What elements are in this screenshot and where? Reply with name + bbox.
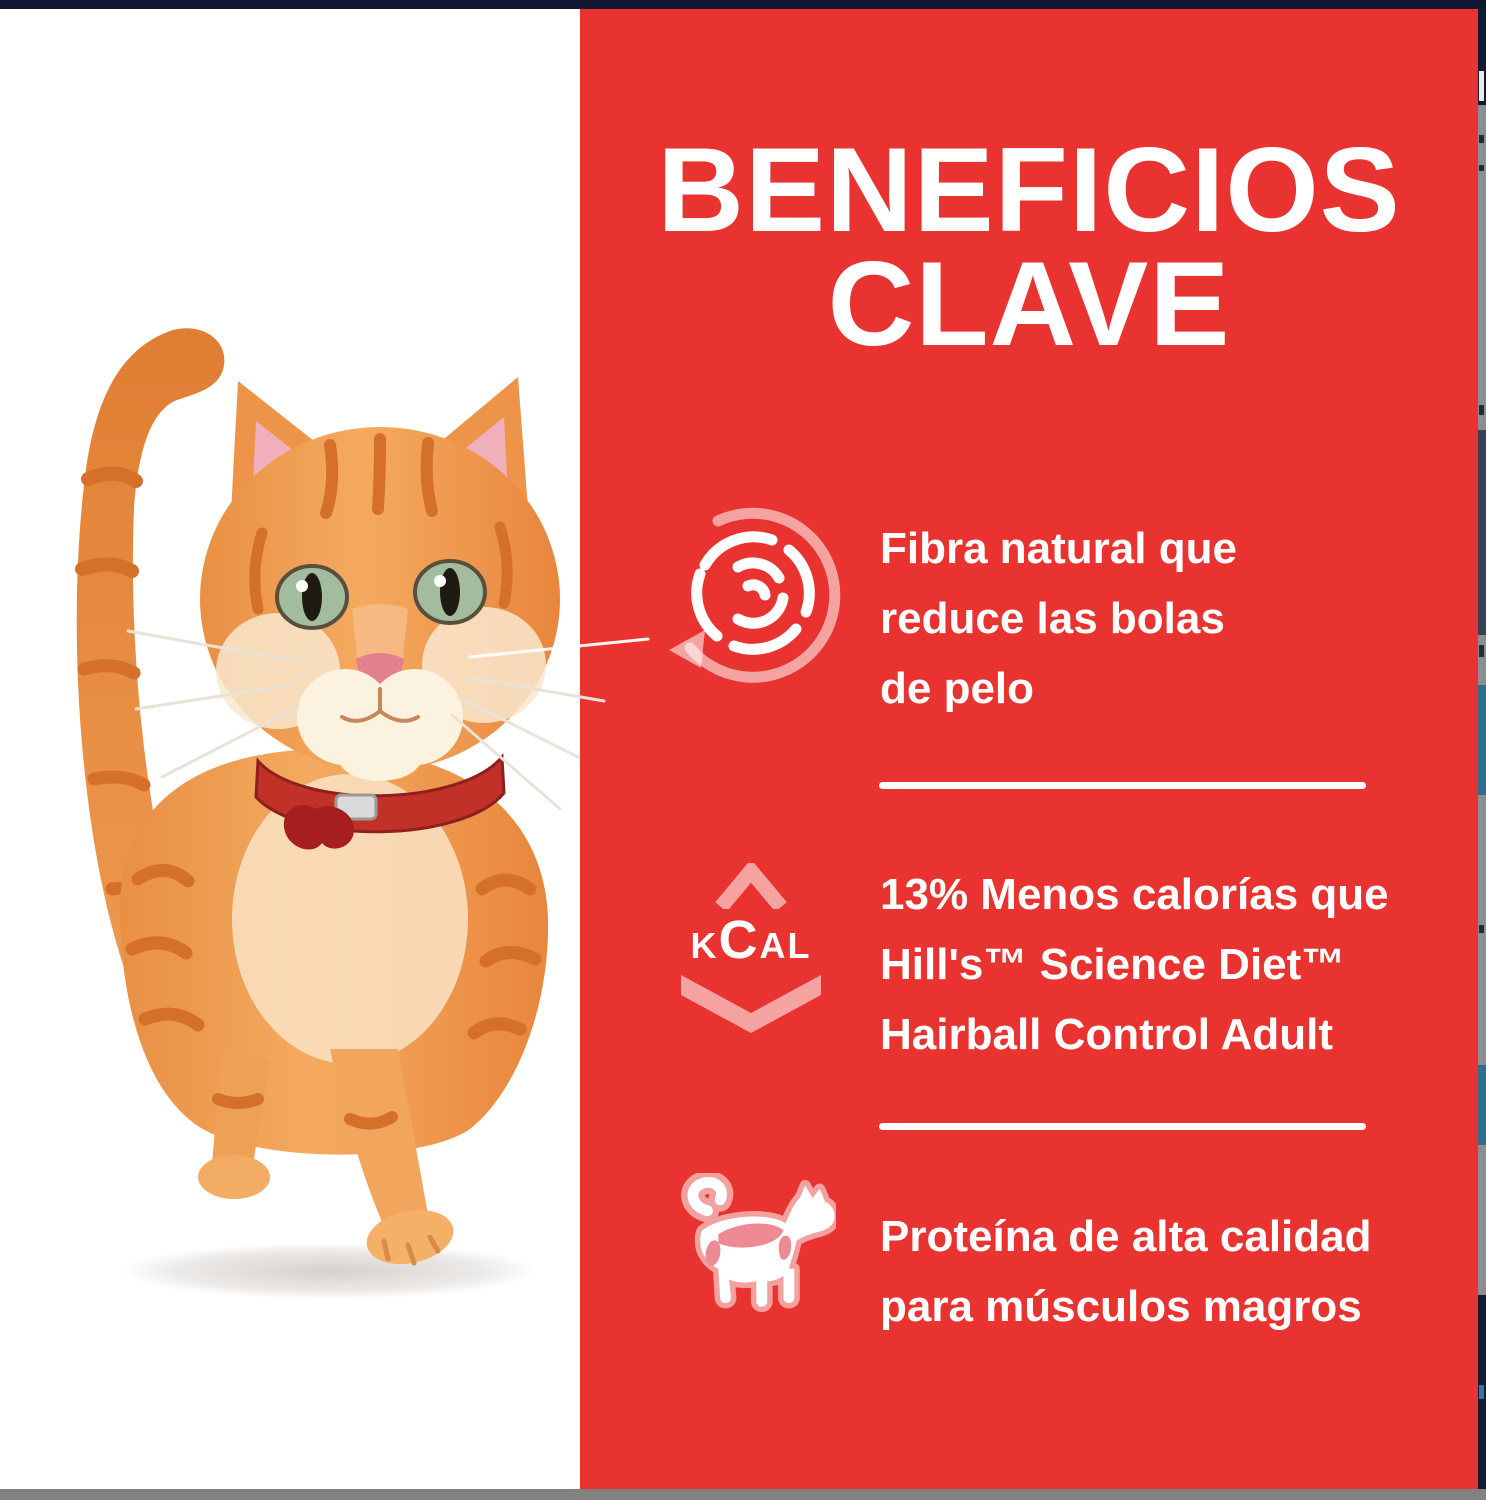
edge-segment — [1478, 1295, 1486, 1489]
hairball-swirl-graphic — [653, 498, 853, 698]
benefit-2-line-1: 13% Menos calorías que — [880, 870, 1389, 919]
benefit-3-line-1: Proteína de alta calidad — [880, 1212, 1372, 1261]
edge-segment — [1478, 1065, 1486, 1145]
cat-silhouette-graphic — [664, 1173, 836, 1328]
edge-text-fragment — [1479, 1385, 1484, 1399]
edge-segment — [1478, 105, 1486, 430]
bottom-gray-bar — [0, 1489, 1486, 1500]
title-line-1: BENEFICIOS — [657, 123, 1401, 257]
edge-text-fragment — [1479, 71, 1484, 101]
title-line-2: CLAVE — [827, 237, 1231, 371]
benefit-1-line-2: reduce las bolas — [880, 594, 1225, 643]
benefit-3-line-2: para músculos magros — [880, 1282, 1362, 1331]
lean-muscle-cat-icon — [664, 1173, 836, 1328]
edge-segment — [1478, 9, 1486, 105]
edge-text-fragment — [1479, 645, 1484, 657]
photo-background — [0, 9, 580, 1489]
top-navy-bar — [0, 0, 1486, 9]
kcal-letter-l: L — [787, 925, 812, 966]
kcal-letter-a: A — [759, 925, 788, 966]
edge-text-fragment — [1479, 165, 1484, 171]
edge-text-fragment — [1479, 135, 1484, 143]
edge-segment — [1478, 685, 1486, 795]
benefits-panel — [580, 9, 1478, 1489]
divider-line-2 — [879, 1123, 1366, 1130]
kcal-letter-k: K — [690, 925, 719, 966]
benefit-1-line-3: de pelo — [880, 664, 1035, 713]
benefit-1-line-1: Fibra natural que — [880, 524, 1237, 573]
edge-text-fragment — [1479, 405, 1484, 415]
hairball-reduction-icon — [653, 498, 853, 698]
kcal-reduction-icon — [661, 863, 841, 1033]
benefit-2-line-2: Hill's™ Science Diet™ — [880, 940, 1346, 989]
divider-line-1 — [879, 782, 1366, 789]
benefit-3-text — [880, 1202, 1372, 1342]
right-edge-strip — [1478, 9, 1486, 1489]
edge-segment — [1478, 1145, 1486, 1295]
kcal-up-chevron-icon — [661, 863, 841, 909]
kcal-label — [661, 909, 841, 971]
edge-segment — [1478, 795, 1486, 1065]
kcal-down-arrow-icon — [661, 971, 841, 1033]
edge-segment — [1478, 635, 1486, 685]
kcal-letter-c: C — [718, 910, 760, 970]
benefit-1-text — [880, 514, 1237, 724]
benefit-2-text — [880, 860, 1389, 1070]
benefit-2-line-3: Hairball Control Adult — [880, 1010, 1334, 1059]
edge-text-fragment — [1479, 925, 1484, 933]
page-title — [580, 123, 1478, 371]
edge-segment — [1478, 430, 1486, 635]
